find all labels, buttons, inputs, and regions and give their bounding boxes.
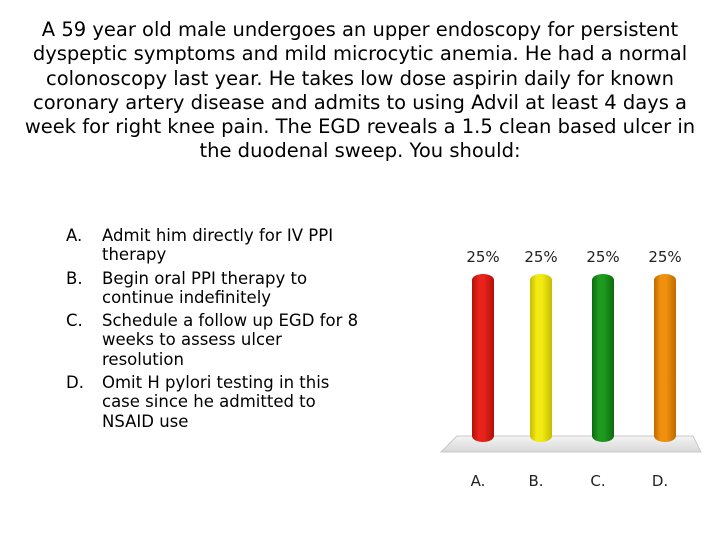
option-a[interactable] bbox=[66, 226, 366, 265]
option-text: Admit him directly for IV PPI therapy bbox=[102, 226, 334, 265]
answer-options bbox=[66, 226, 366, 435]
data-label-b: 25% bbox=[524, 248, 558, 266]
option-letter: A. bbox=[66, 226, 83, 245]
bar-d bbox=[654, 274, 676, 442]
option-text: Schedule a follow up EGD for 8 weeks to assess ulcer resolution bbox=[102, 311, 359, 369]
bar-group bbox=[472, 274, 676, 442]
data-label-group bbox=[466, 248, 681, 266]
category-label-a: A. bbox=[470, 472, 486, 490]
category-label-c: C. bbox=[590, 472, 606, 490]
data-label-c: 25% bbox=[586, 248, 620, 266]
option-text: Begin oral PPI therapy to continue indefinitely bbox=[102, 268, 308, 307]
option-c[interactable] bbox=[66, 311, 366, 369]
response-bar-chart bbox=[435, 240, 705, 500]
option-letter: B. bbox=[66, 268, 83, 288]
category-label-d: D. bbox=[651, 472, 669, 490]
data-label-d: 25% bbox=[648, 248, 682, 266]
option-letter: D. bbox=[66, 373, 84, 393]
bar-b bbox=[530, 274, 552, 442]
bar-c bbox=[592, 274, 614, 442]
category-label-b: B. bbox=[528, 472, 544, 490]
data-label-a: 25% bbox=[466, 248, 500, 266]
bar-a bbox=[472, 274, 494, 442]
question-text: A 59 year old male undergoes an upper endoscopy for persistent dyspeptic symptoms and mild microcytic anemia. He had a normal colonoscopy last year. He takes low dose aspirin daily for known coronary artery disease and admits to using Advil at least 4 days a week for right knee pain. The EGD reveals a 1.5 clean based ulcer in the duodenal sweep. You should: bbox=[24, 18, 696, 163]
option-d[interactable] bbox=[66, 373, 366, 431]
option-letter: C. bbox=[66, 311, 83, 331]
category-label-group bbox=[471, 472, 669, 490]
option-text: Omit H pylori testing in this case since he admitted to NSAID use bbox=[102, 373, 330, 431]
option-b[interactable] bbox=[66, 269, 366, 308]
